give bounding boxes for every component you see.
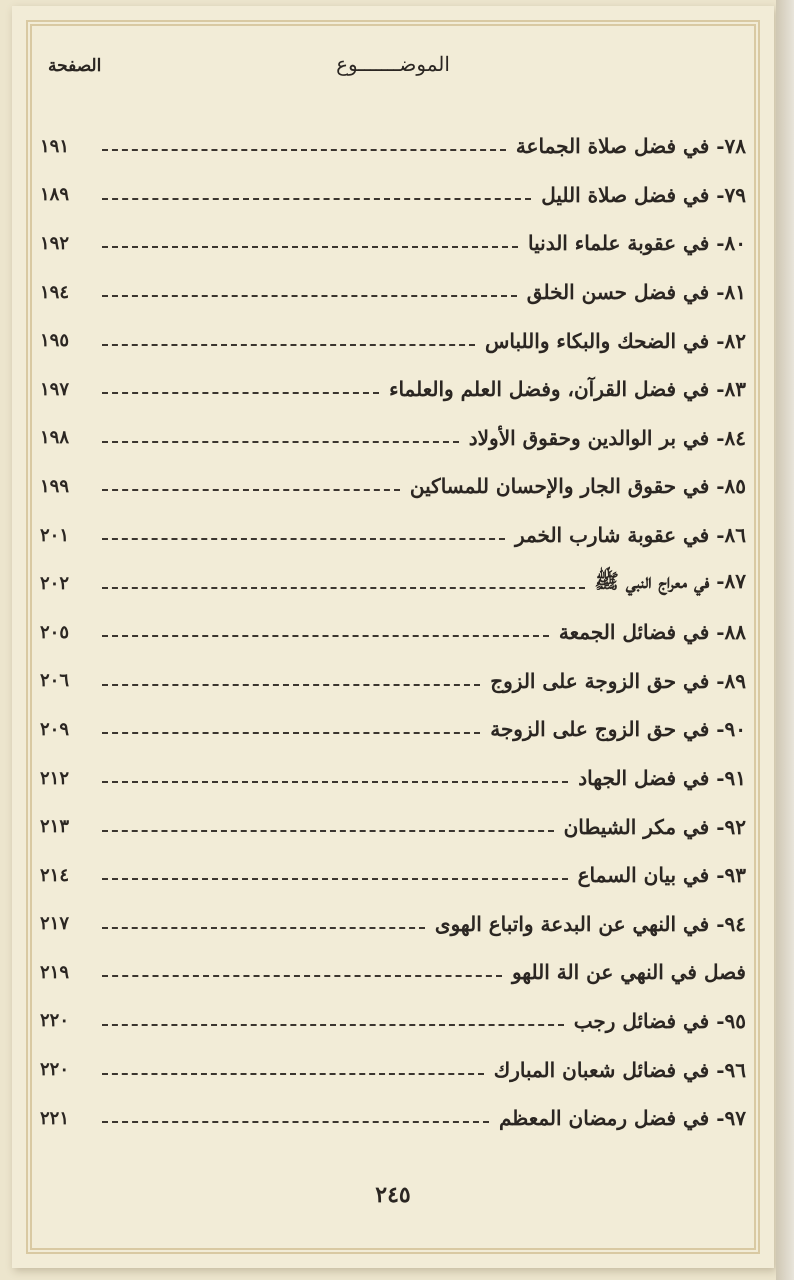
dotted-leader	[102, 246, 518, 248]
toc-entry	[40, 316, 746, 365]
toc-entry	[40, 948, 746, 997]
toc-entry-page: ٢٠٢	[40, 573, 70, 595]
dotted-leader	[102, 684, 480, 686]
toc-entry	[40, 802, 746, 851]
toc-entry-page: ١٩٨	[40, 427, 70, 449]
toc-entry-title: ٧٩- في فضل صلاة الليل	[541, 182, 746, 207]
dotted-leader	[102, 1121, 489, 1123]
toc-entry-title: ٩٦- في فضائل شعبان المبارك	[493, 1057, 746, 1082]
toc-entry-page: ١٩٥	[40, 330, 70, 352]
dotted-leader	[102, 198, 531, 200]
toc-entry	[40, 1045, 746, 1094]
toc-entry	[40, 1094, 746, 1143]
toc-entry-title: فصل في النهي عن الة اللهو	[511, 960, 746, 985]
dotted-leader	[102, 635, 549, 637]
toc-entry	[40, 754, 746, 803]
toc-header	[48, 52, 738, 88]
toc-entry-page: ٢٠٦	[40, 670, 70, 692]
book-page	[12, 6, 774, 1268]
toc-entry-page: ٢٢٠	[40, 1010, 70, 1032]
toc-entry-page: ٢١٧	[40, 913, 70, 935]
dotted-leader	[102, 878, 568, 880]
toc-entry	[40, 414, 746, 463]
dotted-leader	[102, 489, 400, 491]
toc-entry	[40, 122, 746, 171]
toc-entry-page: ٢٠٥	[40, 621, 70, 643]
toc-entry-page: ٢١٩	[40, 961, 70, 983]
dotted-leader	[102, 538, 505, 540]
toc-entry-title: ٩٠- في حق الزوج على الزوجة	[490, 717, 746, 742]
toc-entry-title: ٩٣- في بيان السماع	[577, 863, 746, 888]
toc-entry-page: ١٩٤	[40, 281, 70, 303]
toc-entry	[40, 608, 746, 657]
page-number: ٢٤٥	[375, 1182, 411, 1208]
toc-entry-page: ٢١٢	[40, 767, 70, 789]
toc-entry-title: ٨٥- في حقوق الجار والإحسان للمساكين	[409, 474, 746, 499]
dotted-leader	[102, 295, 517, 297]
toc-entry	[40, 365, 746, 414]
toc-entry-title: ٩٢- في مكر الشيطان	[563, 814, 746, 839]
dotted-leader	[102, 1024, 564, 1026]
toc-entry-title: ٨٦- في عقوبة شارب الخمر	[514, 523, 746, 548]
dotted-leader	[102, 149, 506, 151]
toc-entry-page: ١٩٢	[40, 232, 70, 254]
topic-column-heading: الموضـــــــوع	[336, 52, 450, 76]
toc-entry	[40, 705, 746, 754]
toc-entry	[40, 900, 746, 949]
toc-entry	[40, 851, 746, 900]
toc-entry	[40, 657, 746, 706]
toc-entry-title: ٧٨- في فضل صلاة الجماعة	[515, 134, 746, 159]
toc-entry-title: ٩٤- في النهي عن البدعة واتباع الهوى	[434, 911, 746, 936]
toc-entry-page: ١٩١	[40, 135, 70, 157]
dotted-leader	[102, 830, 554, 832]
toc-entry-page: ٢٢٠	[40, 1059, 70, 1081]
dotted-leader	[102, 441, 459, 443]
dotted-leader	[102, 781, 568, 783]
toc-entry	[40, 268, 746, 317]
toc-entry-title: ٨٩- في حق الزوجة على الزوج	[490, 668, 746, 693]
toc-entry	[40, 171, 746, 220]
toc-entry	[40, 462, 746, 511]
toc-entry-page: ٢١٣	[40, 816, 70, 838]
dotted-leader	[102, 975, 502, 977]
toc-entry	[40, 219, 746, 268]
dotted-leader	[102, 344, 475, 346]
table-of-contents	[40, 122, 746, 1142]
toc-entry-page: ١٩٧	[40, 378, 70, 400]
toc-entry-page: ٢٠١	[40, 524, 70, 546]
dotted-leader	[102, 732, 480, 734]
dotted-leader	[102, 1073, 484, 1075]
page-column-heading: الصفحة	[48, 56, 102, 76]
toc-entry-title: ٨٠- في عقوبة علماء الدنيا	[528, 231, 746, 256]
toc-entry-title: ٨٧- في معراج النبي ﷺ	[594, 569, 746, 594]
toc-entry-page: ١٩٩	[40, 475, 70, 497]
toc-entry-title: ٩٧- في فضل رمضان المعظم	[499, 1106, 746, 1131]
toc-entry-page: ٢١٤	[40, 864, 70, 886]
toc-entry-page: ٢٠٩	[40, 718, 70, 740]
toc-entry-title: ٨١- في فضل حسن الخلق	[526, 280, 746, 305]
toc-entry	[40, 997, 746, 1046]
book-spine-edge	[776, 0, 794, 1280]
toc-entry-title: ٨٤- في بر الوالدين وحقوق الأولاد	[468, 425, 746, 450]
toc-entry-title: ٨٣- في فضل القرآن، وفضل العلم والعلماء	[389, 377, 746, 402]
toc-entry	[40, 559, 746, 608]
toc-entry	[40, 511, 746, 560]
toc-entry-title: ٨٨- في فضائل الجمعة	[558, 620, 746, 645]
dotted-leader	[102, 927, 425, 929]
dotted-leader	[102, 587, 585, 589]
toc-entry-title: ٨٢- في الضحك والبكاء واللباس	[485, 328, 746, 353]
toc-entry-title: ٩١- في فضل الجهاد	[578, 766, 746, 791]
toc-entry-page: ٢٢١	[40, 1107, 70, 1129]
toc-entry-title: ٩٥- في فضائل رجب	[573, 1008, 746, 1033]
dotted-leader	[102, 392, 379, 394]
toc-entry-page: ١٨٩	[40, 184, 70, 206]
